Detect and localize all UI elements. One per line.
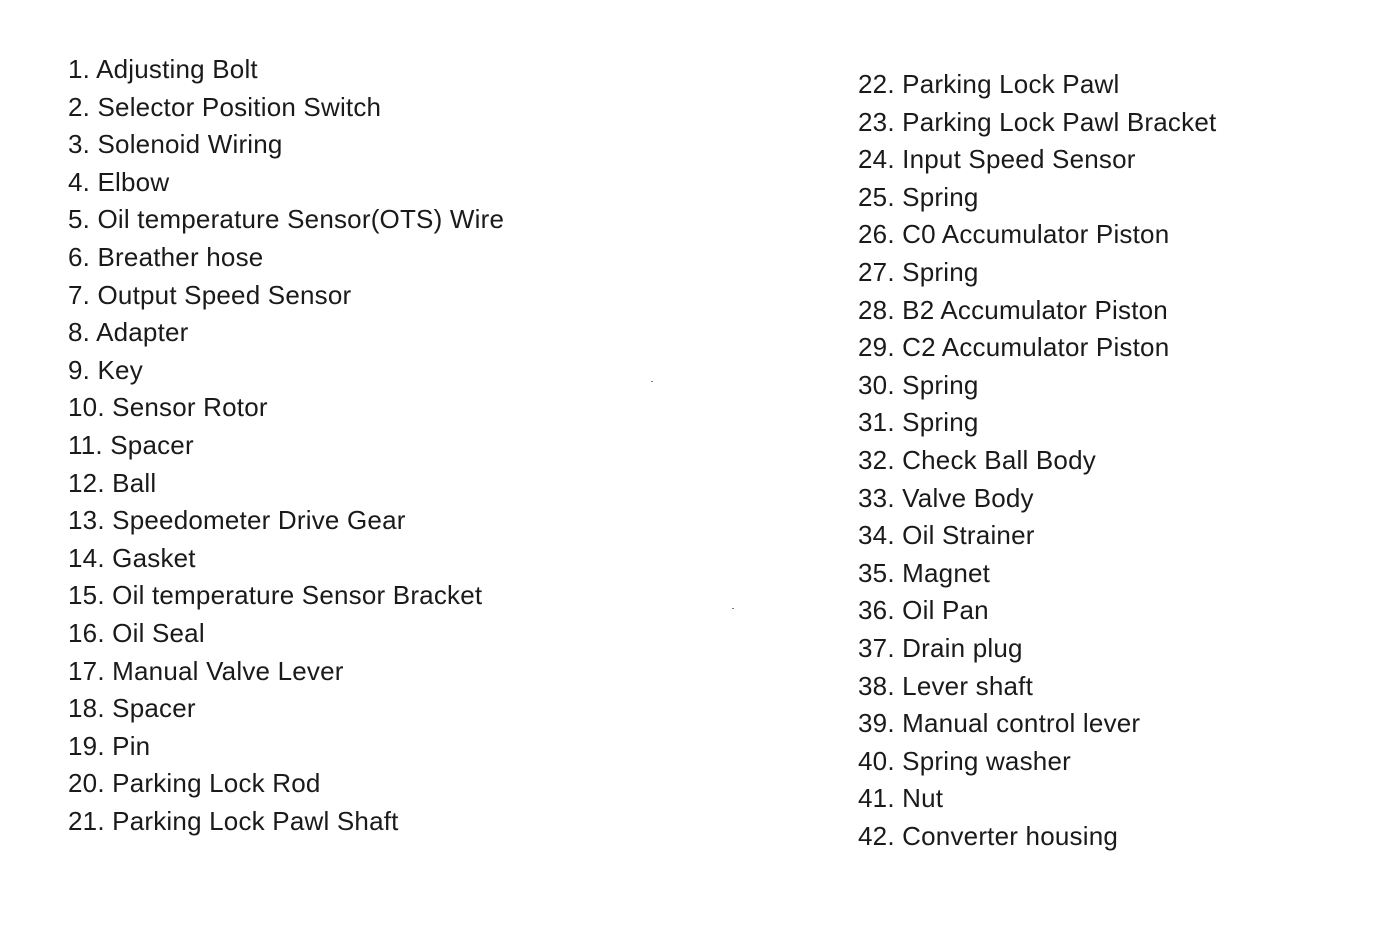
list-item: 14. Gasket [68, 542, 196, 573]
list-item: 15. Oil temperature Sensor Bracket [68, 580, 483, 611]
list-item: 21. Parking Lock Pawl Shaft [68, 805, 399, 836]
list-item: 41. Nut [858, 783, 944, 814]
list-item: 2. Selector Position Switch [68, 91, 382, 122]
list-item: 16. Oil Seal [68, 617, 205, 648]
list-item: 13. Speedometer Drive Gear [68, 505, 406, 536]
list-item: 31. Spring [858, 407, 979, 438]
list-item: 26. C0 Accumulator Piston [858, 219, 1170, 250]
list-item: 32. Check Ball Body [858, 444, 1096, 475]
list-item: 34. Oil Strainer [858, 520, 1035, 551]
list-item: 28. B2 Accumulator Piston [858, 294, 1168, 325]
list-item: 11. Spacer [68, 429, 194, 460]
list-item: 9. Key [68, 354, 143, 385]
list-item: 1. Adjusting Bolt [68, 54, 258, 84]
parts-list-right-column [858, 66, 1216, 855]
list-item: 6. Breather hose [68, 241, 264, 272]
list-item: 5. Oil temperature Sensor(OTS) Wire [68, 204, 505, 235]
list-item: 39. Manual control lever [858, 708, 1141, 739]
list-item: 17. Manual Valve Lever [68, 655, 344, 686]
list-item: 25. Spring [858, 181, 979, 212]
list-item: 7. Output Speed Sensor [68, 279, 352, 310]
list-item: 19. Pin [68, 730, 151, 761]
list-item: 35. Magnet [858, 557, 991, 588]
list-item: 42. Converter housing [858, 820, 1119, 851]
list-item: 20. Parking Lock Rod [68, 768, 321, 799]
list-item: 10. Sensor Rotor [68, 392, 268, 423]
scan-speck [732, 608, 734, 609]
list-item: 12. Ball [68, 467, 157, 498]
list-item: 3. Solenoid Wiring [68, 129, 283, 160]
list-item: 38. Lever shaft [858, 670, 1033, 701]
list-item: 22. Parking Lock Pawl [858, 69, 1120, 99]
list-item: 18. Spacer [68, 693, 196, 724]
list-item: 23. Parking Lock Pawl Bracket [858, 106, 1217, 137]
scan-speck [651, 381, 653, 382]
list-item: 29. C2 Accumulator Piston [858, 332, 1170, 363]
list-item: 33. Valve Body [858, 482, 1034, 513]
list-item: 40. Spring washer [858, 745, 1071, 776]
list-item: 24. Input Speed Sensor [858, 144, 1136, 175]
parts-list-left-column [68, 51, 504, 840]
list-item: 4. Elbow [68, 166, 170, 197]
list-item: 27. Spring [858, 256, 979, 287]
list-item: 8. Adapter [68, 317, 189, 348]
list-item: 37. Drain plug [858, 632, 1023, 663]
list-item: 36. Oil Pan [858, 595, 989, 626]
list-item: 30. Spring [858, 369, 979, 400]
